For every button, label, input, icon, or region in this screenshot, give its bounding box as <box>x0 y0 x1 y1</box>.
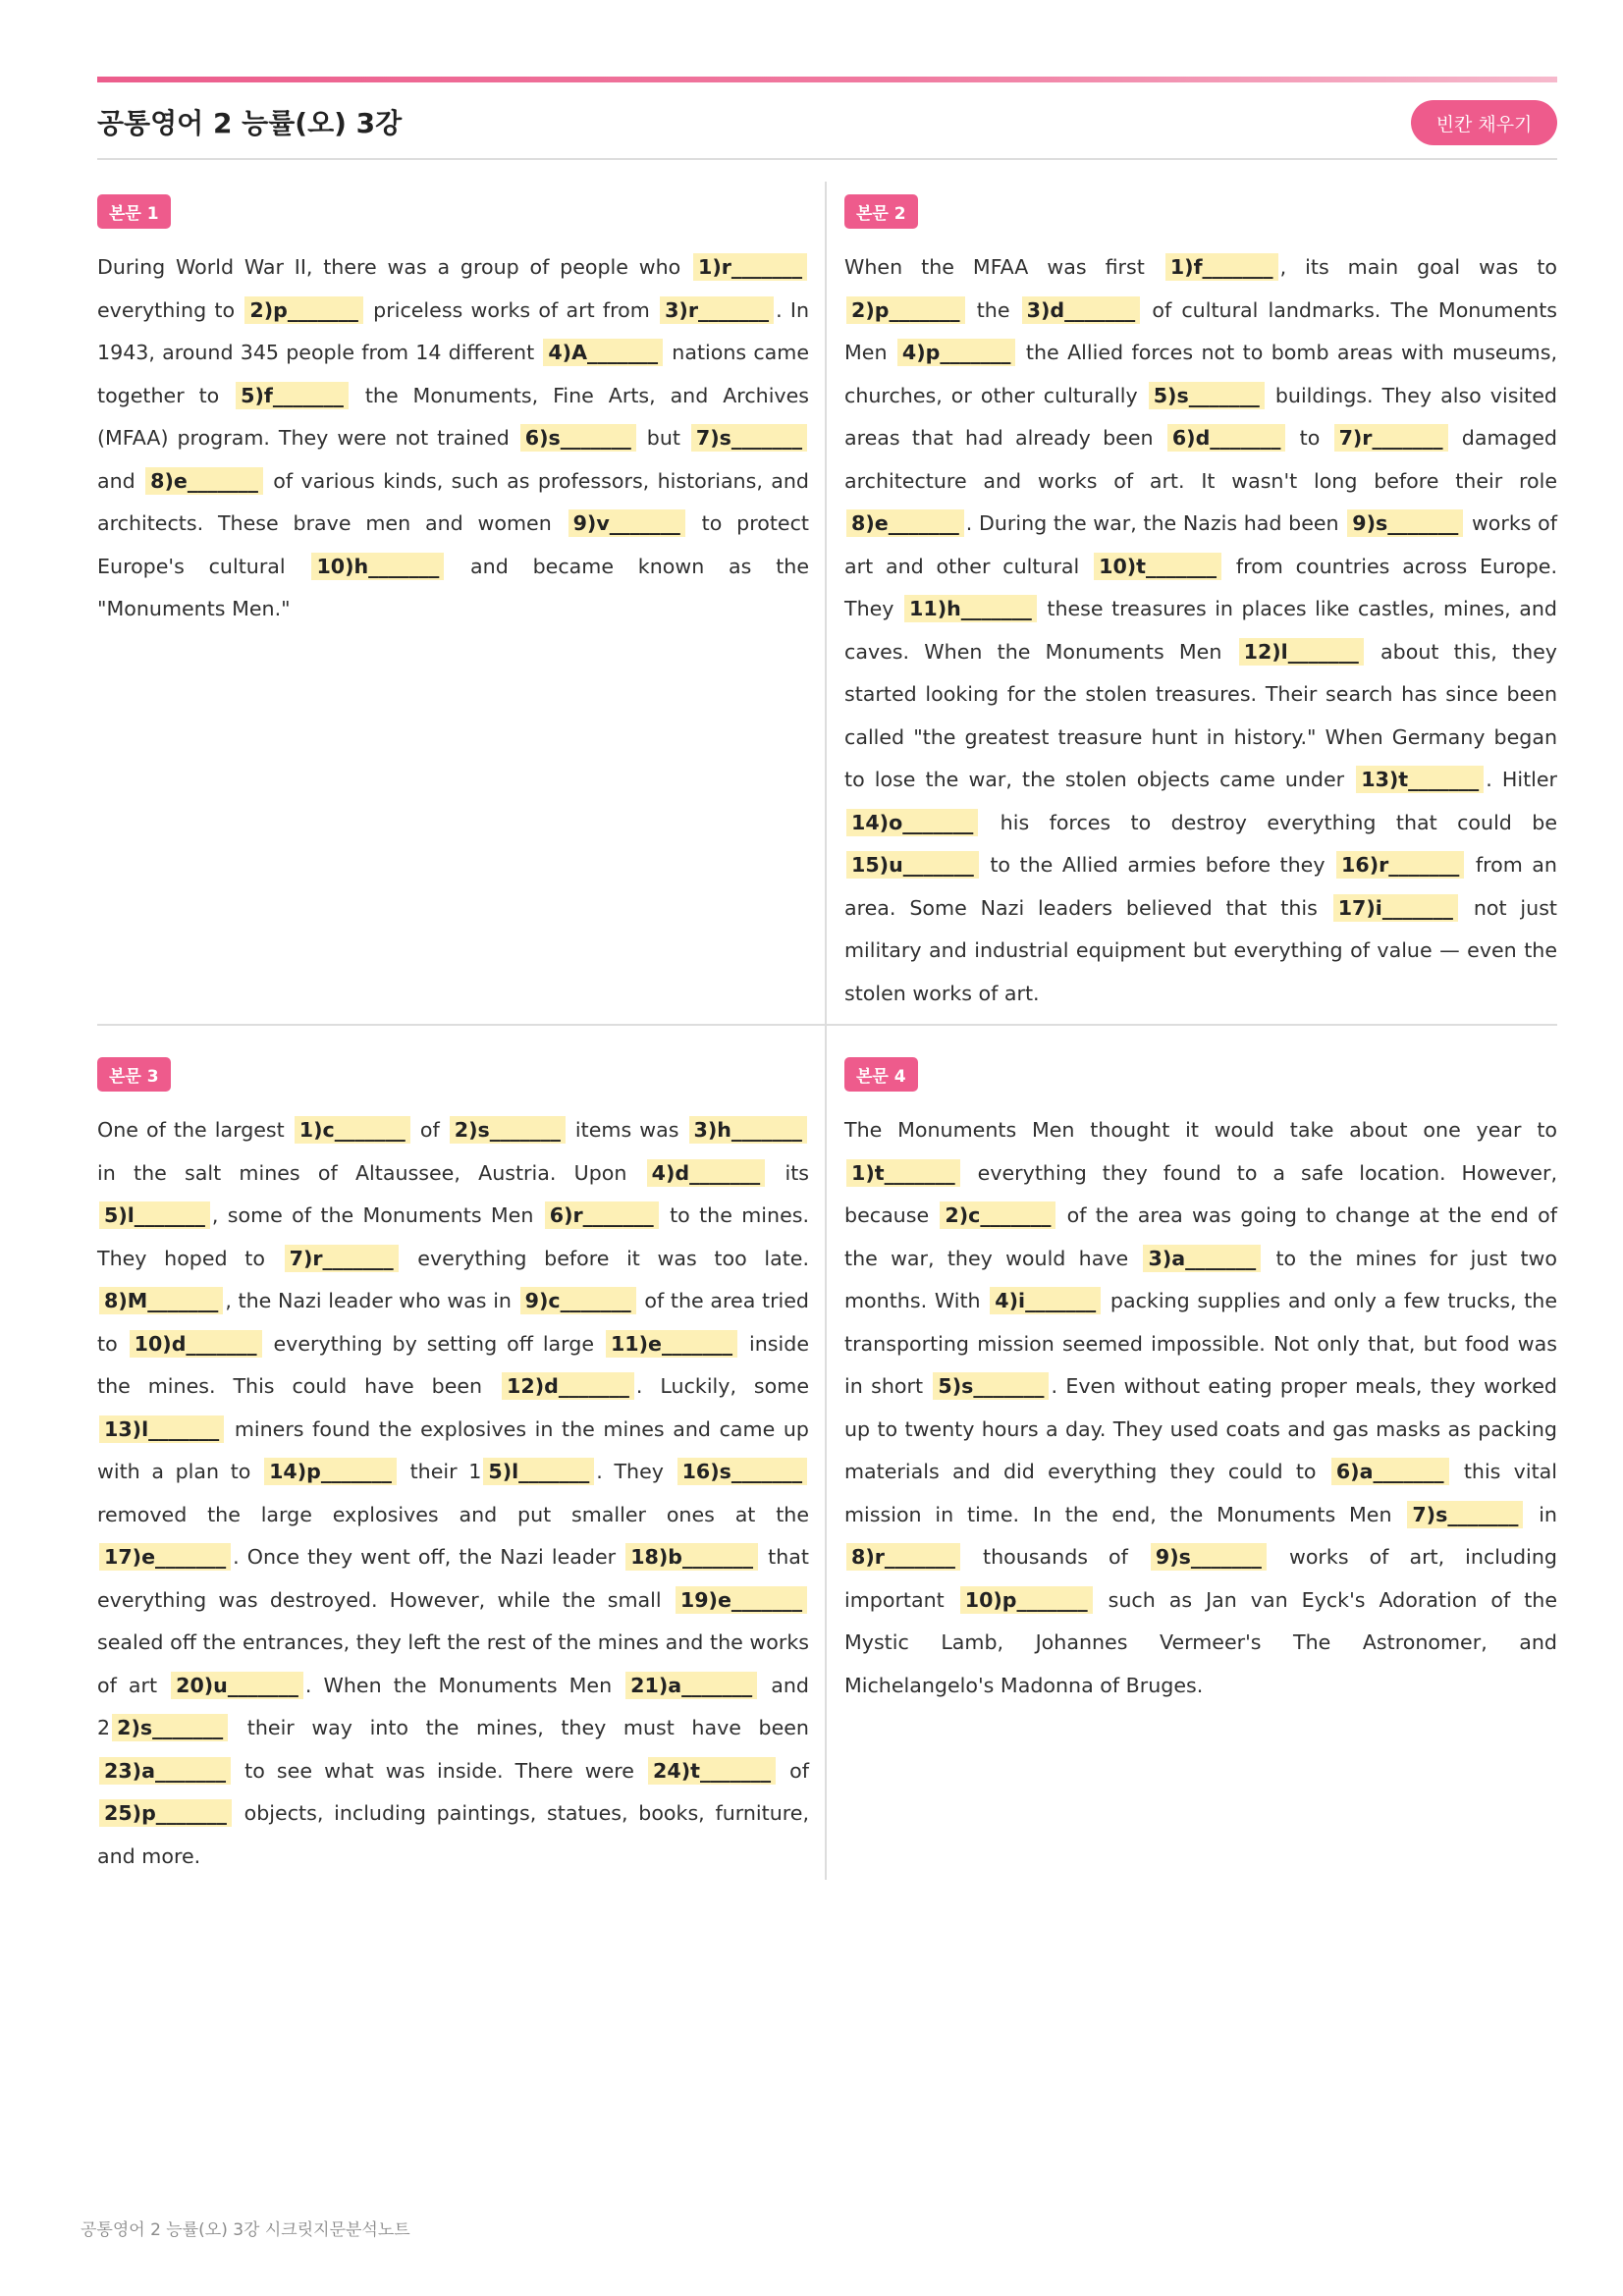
passage-panel-3 <box>97 1057 809 1878</box>
blank-slot: 8)e_______ <box>846 509 964 537</box>
passage-text <box>844 1109 1557 1707</box>
passage-fragment: everything before it was too late. <box>400 1246 809 1270</box>
blank-slot: 24)t_______ <box>648 1757 776 1785</box>
passage-fragment: of various kinds, such as professors, historians, and architects. These brave men and women <box>97 468 809 535</box>
passage-fragment: but <box>637 426 689 450</box>
passage-fragment: from countries across Europe. They <box>844 554 1558 620</box>
passage-fragment: removed the large explosives and put smaller ones at the <box>97 1502 809 1526</box>
blank-slot: 4)p_______ <box>897 339 1016 366</box>
passage-fragment: to the Allied armies before they <box>980 853 1335 877</box>
passage-fragment: works of art and other cultural <box>844 511 1558 578</box>
passage-fragment: . Hitler <box>1486 768 1558 791</box>
passage-text <box>97 1109 809 1878</box>
blank-slot: 5)s_______ <box>933 1372 1049 1400</box>
passage-fragment: in <box>1525 1502 1557 1526</box>
passage-fragment: to protect Europe's cultural <box>97 511 809 578</box>
blank-slot: 10)h_______ <box>311 553 444 580</box>
passage-fragment: such as Jan van Eyck's Adoration of the Mystic Lamb, Johannes Vermeer's The Astronomer, and Michelangelo's Madonna of Bruges. <box>844 1587 1557 1697</box>
passage-text <box>844 246 1557 1015</box>
blank-slot: 7)r_______ <box>1334 424 1448 452</box>
blank-slot: 1)f_______ <box>1165 253 1278 281</box>
passage-fragment: . When the Monuments Men <box>304 1673 624 1697</box>
passage-fragment: their 1 <box>398 1460 482 1483</box>
blank-slot: 19)e_______ <box>676 1586 807 1614</box>
blank-slot: 20)u_______ <box>171 1672 303 1699</box>
blank-slot: 6)d_______ <box>1167 424 1286 452</box>
passage-fragment: that everything was destroyed. However, while the small <box>97 1545 809 1612</box>
passage-fragment: nations came together to <box>97 341 809 407</box>
passage-fragment: sealed off the entrances, they left the rest of the mines and the works of art <box>97 1630 809 1697</box>
page-title: 공통영어 2 능률(오) 3강 <box>97 107 403 139</box>
passage-badge: 본문 2 <box>844 194 918 229</box>
blank-slot: 11)h_______ <box>904 595 1037 622</box>
blank-slot: 13)l_______ <box>99 1415 224 1443</box>
passage-fragment: , the Nazi leader who was in <box>225 1289 518 1312</box>
header-divider <box>97 158 1557 160</box>
passage-fragment: damaged architecture and works of art. It wasn't long before their role <box>844 426 1557 493</box>
passage-fragment: his forces to destroy everything that could be <box>980 810 1557 834</box>
passage-fragment: from an area. Some Nazi leaders believed that this <box>844 853 1557 920</box>
blank-slot: 3)d_______ <box>1022 296 1141 324</box>
passage-fragment: , its main goal was to <box>1279 255 1557 279</box>
blank-slot: 1)r_______ <box>693 253 807 281</box>
blank-slot: 16)s_______ <box>677 1458 807 1485</box>
passage-fragment: . During the war, the Nazis had been <box>965 511 1346 535</box>
passage-fragment: about this, they started looking for the stolen treasures. Their search has since been called "the greatest treasure hunt in history." When Germany began to lose the war, the stolen objects came under <box>844 639 1557 791</box>
passage-fragment: of <box>778 1758 809 1783</box>
passage-fragment: everything to <box>97 297 243 322</box>
passage-fragment: objects, including paintings, statues, books, furniture, and more. <box>97 1801 809 1868</box>
passage-fragment: to <box>1287 426 1332 450</box>
passage-fragment: . Luckily, some <box>635 1374 809 1398</box>
blank-slot: 8)r_______ <box>846 1543 960 1571</box>
blank-slot: 14)p_______ <box>264 1458 397 1485</box>
passage-fragment: , some of the Monuments Men <box>211 1203 543 1227</box>
passage-fragment: its <box>767 1160 809 1185</box>
passage-fragment: to see what was inside. There were <box>233 1758 647 1783</box>
blank-slot: 3)r_______ <box>660 296 774 324</box>
page-footer: 공통영어 2 능률(오) 3강 시크릿지문분석노트 <box>81 2220 410 2240</box>
passage-badge: 본문 1 <box>97 194 171 229</box>
passage-fragment: . Once they went off, the Nazi leader <box>233 1545 624 1569</box>
passage-fragment: everything they found to a safe location. However, because <box>844 1160 1557 1227</box>
passage-fragment: to the mines. They hoped to <box>97 1203 810 1270</box>
blank-slot: 7)s_______ <box>1407 1501 1523 1528</box>
passage-fragment: of the area tried to <box>97 1289 810 1356</box>
column-divider-bottom <box>825 1026 827 1880</box>
passage-panel-1 <box>97 194 809 631</box>
passage-fragment: not just military and industrial equipment but everything of value — even the stolen works of art. <box>844 895 1557 1005</box>
blank-slot: 10)p_______ <box>960 1586 1093 1614</box>
passage-fragment: and 2 <box>97 1673 810 1739</box>
blank-slot: 23)a_______ <box>99 1757 231 1785</box>
blank-slot: 5)l_______ <box>99 1201 210 1229</box>
passage-fragment: thousands of <box>961 1545 1149 1569</box>
blank-slot: 12)l_______ <box>1239 638 1364 666</box>
passage-panel-2 <box>844 194 1557 1015</box>
fill-blank-tag-button[interactable]: 빈칸 채우기 <box>1411 100 1557 145</box>
passage-fragment: When the MFAA was first <box>844 255 1163 279</box>
passage-fragment: these treasures in places like castles, mines, and caves. When the Monuments Men <box>844 597 1557 664</box>
passage-fragment: priceless works of art from <box>364 297 659 322</box>
blank-slot: 1)c_______ <box>295 1116 410 1144</box>
passage-fragment: the Allied forces not to bomb areas with museums, churches, or other culturally <box>844 341 1557 407</box>
blank-slot: 3)a_______ <box>1143 1245 1261 1272</box>
blank-slot: 16)r_______ <box>1336 851 1464 879</box>
blank-slot: 4)i_______ <box>990 1287 1101 1314</box>
blank-slot: 8)M_______ <box>99 1287 223 1314</box>
blank-slot: 9)c_______ <box>520 1287 636 1314</box>
passage-fragment: everything by setting off large <box>263 1331 604 1356</box>
passage-fragment: of cultural landmarks. The Monuments Men <box>844 297 1557 364</box>
passage-fragment: One of the largest <box>97 1118 293 1142</box>
blank-slot: 2)p_______ <box>846 296 965 324</box>
blank-slot: 13)t_______ <box>1356 766 1484 793</box>
passage-fragment: buildings. They also visited areas that had already been <box>844 383 1557 450</box>
blank-slot: 12)d_______ <box>502 1372 634 1400</box>
blank-slot: 8)e_______ <box>145 467 263 495</box>
blank-slot: 25)p_______ <box>99 1799 232 1827</box>
blank-slot: 5)l_______ <box>483 1458 594 1485</box>
blank-slot: 2)s_______ <box>450 1116 566 1144</box>
passage-fragment: and became known as the "Monuments Men." <box>97 554 809 620</box>
passage-badge: 본문 4 <box>844 1057 918 1092</box>
passage-fragment: the Monuments, Fine Arts, and Archives (MFAA) program. They were not trained <box>97 383 809 450</box>
passage-badge: 본문 3 <box>97 1057 171 1092</box>
passage-fragment: The Monuments Men thought it would take about one year to <box>844 1118 1557 1142</box>
blank-slot: 9)s_______ <box>1347 509 1463 537</box>
blank-slot: 15)u_______ <box>846 851 979 879</box>
blank-slot: 6)a_______ <box>1331 1458 1449 1485</box>
column-divider-top <box>825 182 827 1024</box>
blank-slot: 2)c_______ <box>940 1201 1055 1229</box>
passage-fragment: their way into the mines, they must have been <box>230 1716 809 1739</box>
passage-text <box>97 246 809 631</box>
blank-slot: 4)A_______ <box>543 339 663 366</box>
passage-fragment: packing supplies and only a few trucks, the transporting mission seemed impossible. Not only that, but food was in short <box>844 1289 1558 1398</box>
blank-slot: 5)f_______ <box>236 382 349 409</box>
blank-slot: 7)r_______ <box>285 1245 399 1272</box>
passage-fragment: During World War II, there was a group of people who <box>97 255 692 279</box>
passage-fragment: of <box>411 1118 448 1142</box>
passage-fragment: the <box>966 297 1020 322</box>
passage-fragment: in the salt mines of Altaussee, Austria. Upon <box>97 1160 645 1185</box>
blank-slot: 2)p_______ <box>244 296 363 324</box>
blank-slot: 10)d_______ <box>130 1330 262 1358</box>
blank-slot: 3)h_______ <box>689 1116 807 1144</box>
blank-slot: 2)s_______ <box>112 1714 228 1741</box>
blank-slot: 5)s_______ <box>1149 382 1265 409</box>
passage-fragment: works of art, including important <box>844 1545 1557 1612</box>
blank-slot: 6)r_______ <box>545 1201 659 1229</box>
blank-slot: 10)t_______ <box>1094 553 1221 580</box>
passage-fragment: this vital mission in time. In the end, the Monuments Men <box>844 1460 1558 1526</box>
passage-fragment: . In 1943, around 345 people from 14 different <box>97 297 810 364</box>
blank-slot: 17)e_______ <box>99 1543 231 1571</box>
header-accent-bar <box>97 77 1557 82</box>
passage-fragment: . They <box>596 1460 676 1483</box>
row-divider <box>97 1024 1557 1026</box>
passage-fragment: miners found the explosives in the mines and came up with a plan to <box>97 1416 809 1483</box>
blank-slot: 17)i_______ <box>1333 894 1458 922</box>
blank-slot: 4)d_______ <box>647 1159 766 1187</box>
passage-fragment: and <box>97 468 144 493</box>
passage-fragment: inside the mines. This could have been <box>97 1331 810 1398</box>
passage-panel-4 <box>844 1057 1557 1707</box>
blank-slot: 7)s_______ <box>691 424 807 452</box>
blank-slot: 9)s_______ <box>1151 1543 1267 1571</box>
passage-fragment: items was <box>567 1118 687 1142</box>
blank-slot: 11)e_______ <box>606 1330 737 1358</box>
blank-slot: 18)b_______ <box>625 1543 758 1571</box>
blank-slot: 21)a_______ <box>625 1672 757 1699</box>
blank-slot: 6)s_______ <box>520 424 636 452</box>
blank-slot: 1)t_______ <box>846 1159 960 1187</box>
passage-fragment: . Even without eating proper meals, they worked up to twenty hours a day. They used coats and gas masks as packing materials and did everything they could to <box>844 1374 1557 1483</box>
blank-slot: 14)o_______ <box>846 809 978 836</box>
blank-slot: 9)v_______ <box>568 509 685 537</box>
passage-fragment: of the area was going to change at the end of the war, they would have <box>844 1203 1557 1270</box>
passage-fragment: to the mines for just two months. With <box>844 1246 1557 1312</box>
